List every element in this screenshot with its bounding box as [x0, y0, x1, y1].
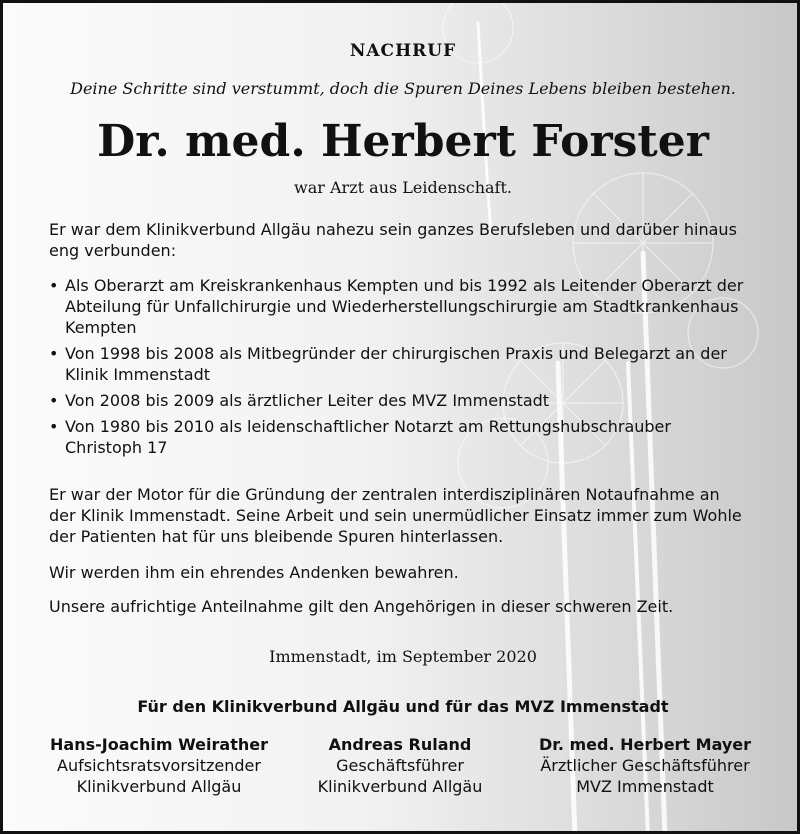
signatory-role: Geschäftsführer [336, 756, 464, 775]
place-date: Immenstadt, im September 2020 [269, 647, 537, 666]
signatory-role: Ärztlicher Geschäftsführer [540, 756, 750, 775]
list-item: • Von 1980 bis 2010 als leidenschaftlicher Notarzt am Rettungshubschrauber Christoph 17 [49, 416, 749, 458]
motto-quote: Deine Schritte sind verstummt, doch die Spuren Deines Lebens bleiben bestehen. [70, 79, 736, 98]
motor-paragraph: Er war der Motor für die Gründung der zentralen interdisziplinären Notaufnahme an der Klinik Immenstadt. Seine Arbeit und sein unermüdlicher Einsatz immer zum Wohle der Patienten hat für uns bleibende Spuren hinterlassen. [49, 485, 742, 546]
deceased-subtitle: war Arzt aus Leidenschaft. [294, 178, 512, 197]
signatory-ruland [270, 734, 530, 797]
signatory-mayer [515, 734, 775, 797]
career-list [49, 275, 749, 463]
condolence-paragraph: Unsere aufrichtige Anteilnahme gilt den Angehörigen in dieser schweren Zeit. [49, 597, 674, 616]
signatory-org: MVZ Immenstadt [576, 777, 714, 796]
signatory-name: Dr. med. Herbert Mayer [538, 735, 752, 754]
deceased-name: Dr. med. Herbert Forster [97, 116, 709, 167]
memory-paragraph: Wir werden ihm ein ehrendes Andenken bewahren. [49, 563, 459, 582]
signatory-name: Andreas Ruland [328, 735, 472, 754]
signatory-weirather [29, 734, 289, 797]
intro-paragraph: Er war dem Klinikverbund Allgäu nahezu sein ganzes Berufsleben und darüber hinaus eng verbunden: [49, 220, 737, 260]
list-item: • Von 2008 bis 2009 als ärztlicher Leiter des MVZ Immenstadt [49, 390, 749, 411]
signatory-role: Aufsichtsratsvorsitzender [57, 756, 261, 775]
list-item: • Als Oberarzt am Kreiskrankenhaus Kempten und bis 1992 als Leitender Oberarzt der Abteilung für Unfallchirurgie und Wiederherstellungschirurgie am Stadtkrankenhaus Kempten [49, 275, 749, 338]
notice-heading: NACHRUF [349, 41, 457, 61]
list-item: • Von 1998 bis 2008 als Mitbegründer der chirurgischen Praxis und Belegarzt an der Klinik Immenstadt [49, 343, 749, 385]
signatory-org: Klinikverbund Allgäu [317, 777, 483, 796]
signatory-name: Hans-Joachim Weirather [50, 735, 268, 754]
organizations-line: Für den Klinikverbund Allgäu und für das MVZ Immenstadt [137, 697, 669, 716]
signatory-org: Klinikverbund Allgäu [76, 777, 242, 796]
